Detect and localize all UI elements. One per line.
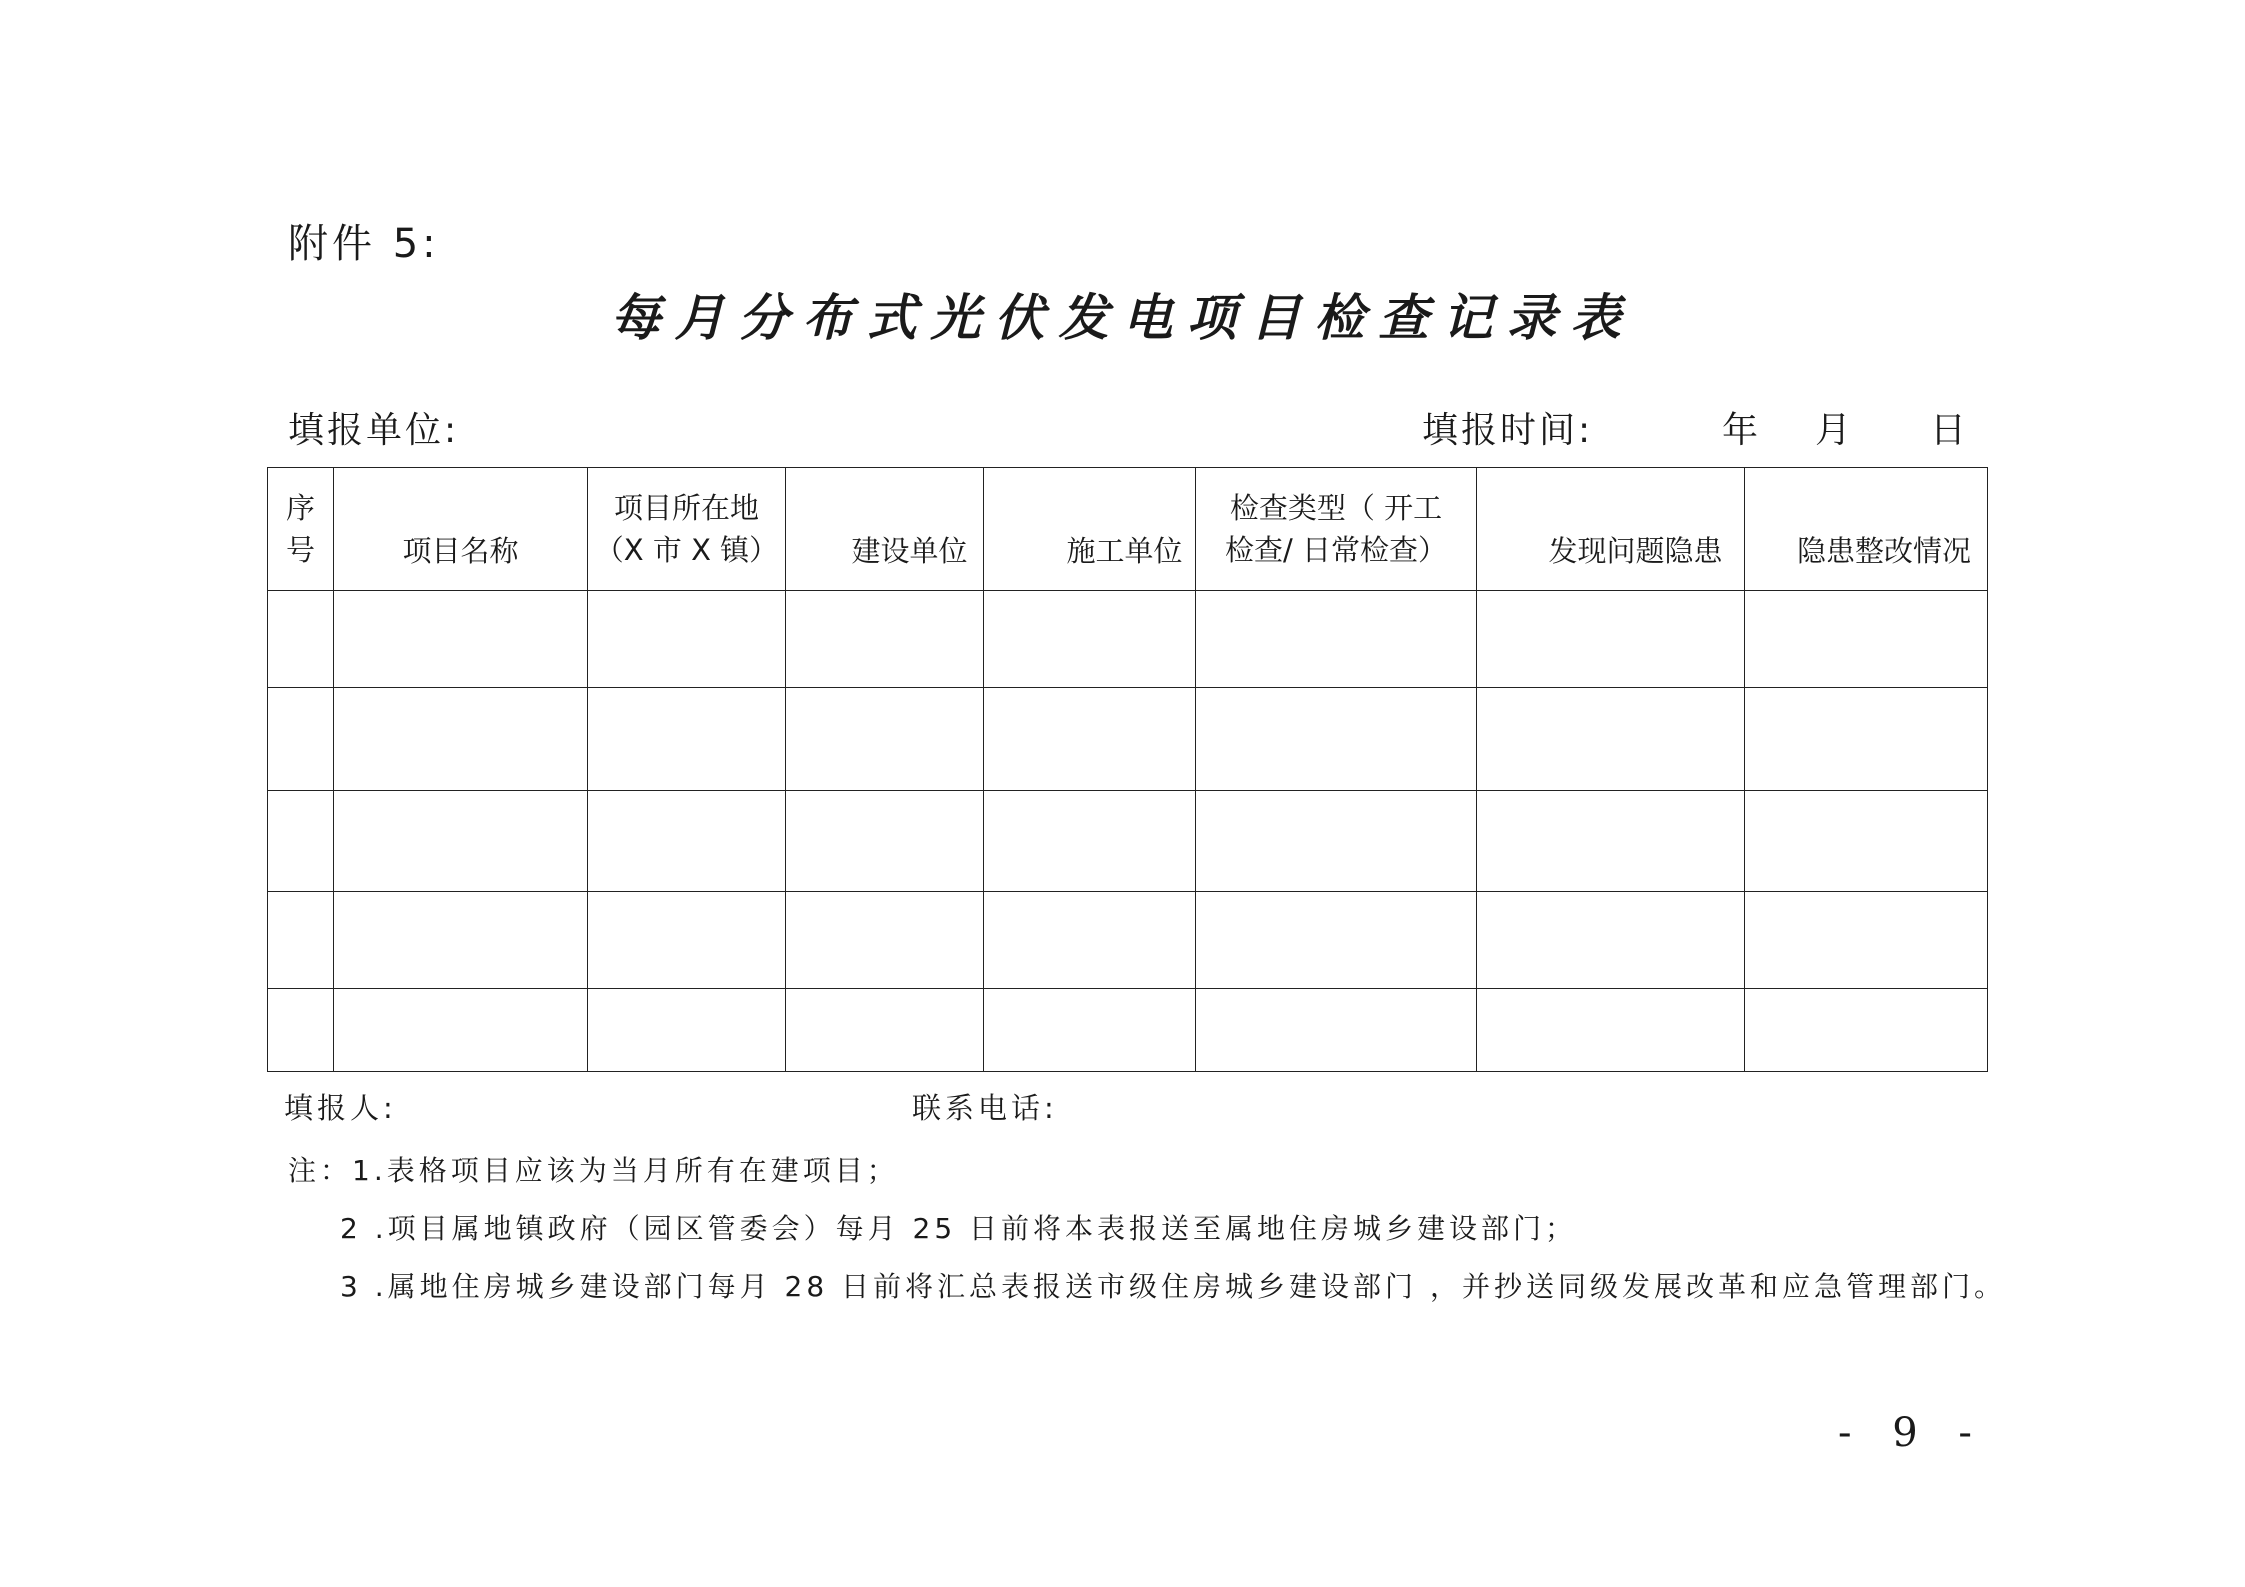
table-row	[268, 989, 1988, 1072]
table-cell[interactable]	[268, 791, 334, 892]
inspection-record-table	[267, 467, 1988, 1072]
table-cell[interactable]	[786, 989, 984, 1072]
table-cell[interactable]	[1196, 591, 1477, 688]
table-cell[interactable]	[334, 591, 588, 688]
table-cell[interactable]	[786, 892, 984, 989]
table-cell[interactable]	[786, 791, 984, 892]
table-cell[interactable]	[1196, 791, 1477, 892]
table-cell[interactable]	[588, 892, 786, 989]
fill-time-label: 填报时间:	[1422, 410, 1594, 451]
table-cell[interactable]	[1745, 688, 1988, 791]
table-cell[interactable]	[1745, 892, 1988, 989]
phone-label: 联系电话:	[912, 1091, 1058, 1125]
table-cell[interactable]	[1477, 791, 1745, 892]
table-row	[268, 688, 1988, 791]
table-row	[268, 892, 1988, 989]
table-cell[interactable]	[334, 791, 588, 892]
table-cell[interactable]	[1477, 591, 1745, 688]
table-cell[interactable]	[588, 591, 786, 688]
table-cell[interactable]	[334, 989, 588, 1072]
page-title: 每月分布式光伏发电项目检查记录表	[610, 288, 1635, 347]
note-line-1: 注：1.表格项目应该为当月所有在建项目；	[288, 1154, 899, 1187]
table-cell[interactable]	[268, 989, 334, 1072]
table-cell[interactable]	[786, 688, 984, 791]
table-cell[interactable]	[588, 791, 786, 892]
table-cell[interactable]	[268, 591, 334, 688]
date-day-label: 日	[1930, 410, 1967, 451]
table-cell[interactable]	[268, 892, 334, 989]
header-contractor: 施工单位	[984, 468, 1196, 591]
table-cell[interactable]	[588, 688, 786, 791]
header-hazards-found: 发现问题隐患	[1477, 468, 1745, 591]
table-cell[interactable]	[334, 688, 588, 791]
page-number: - 9 -	[1838, 1410, 1986, 1456]
table-cell[interactable]	[268, 688, 334, 791]
table-cell[interactable]	[1196, 892, 1477, 989]
note-line-2: 2 .项目属地镇政府（园区管委会）每月 25 日前将本表报送至属地住房城乡建设部门；	[340, 1212, 1578, 1245]
header-inspection-type: 检查类型（ 开工检查/ 日常检查）	[1196, 468, 1477, 591]
table-cell[interactable]	[1477, 688, 1745, 791]
table-cell[interactable]	[1745, 591, 1988, 688]
table-row	[268, 791, 1988, 892]
table-cell[interactable]	[1477, 892, 1745, 989]
attachment-label: 附件 5:	[288, 221, 440, 267]
header-project-name: 项目名称	[334, 468, 588, 591]
header-construction-owner: 建设单位	[786, 468, 984, 591]
table-cell[interactable]	[1477, 989, 1745, 1072]
table-cell[interactable]	[334, 892, 588, 989]
table-cell[interactable]	[984, 591, 1196, 688]
table-cell[interactable]	[984, 688, 1196, 791]
table-cell[interactable]	[1745, 791, 1988, 892]
date-year-label: 年	[1722, 410, 1759, 451]
table-cell[interactable]	[1196, 688, 1477, 791]
table-cell[interactable]	[588, 989, 786, 1072]
table-cell[interactable]	[786, 591, 984, 688]
header-project-location: 项目所在地（X 市 X 镇）	[588, 468, 786, 591]
note-line-3: 3 .属地住房城乡建设部门每月 28 日前将汇总表报送市级住房城乡建设部门 ，并抄送同级发展改革和应急管理部门。	[340, 1270, 2006, 1303]
header-rectification-status: 隐患整改情况	[1745, 468, 1988, 591]
notes-section	[288, 1142, 2006, 1316]
date-month-label: 月	[1815, 410, 1852, 451]
table-cell[interactable]	[1745, 989, 1988, 1072]
table-row	[268, 591, 1988, 688]
table-header-row	[268, 468, 1988, 591]
table-cell[interactable]	[984, 791, 1196, 892]
table-cell[interactable]	[1196, 989, 1477, 1072]
table-cell[interactable]	[984, 892, 1196, 989]
filler-label: 填报人:	[284, 1091, 397, 1125]
table-cell[interactable]	[984, 989, 1196, 1072]
fill-unit-label: 填报单位:	[288, 410, 460, 451]
header-serial-number: 序号	[268, 468, 334, 591]
